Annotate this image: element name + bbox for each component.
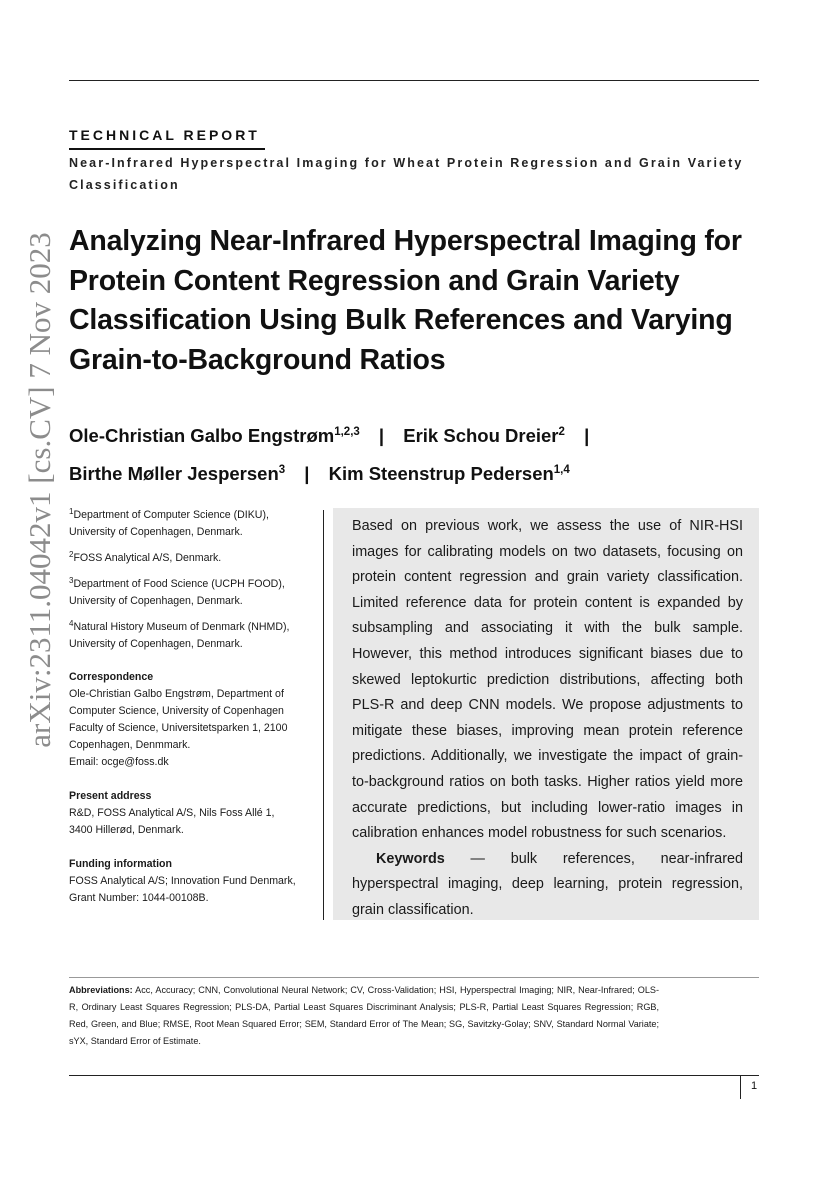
keywords — [352, 847, 743, 924]
sidebar-info — [69, 503, 299, 907]
abbreviations-text: Acc, Accuracy; CNN, Convolutional Neural Network; CV, Cross-Validation; HSI, Hyperspectral Imaging; NIR, Near-Infrared; OLS-R, Ordinary Least Squares Regression; PLS-DA, Partial Least Squares Discriminant Analysis; PLS-R, Partial Least Squares Regression; RGB, Red, Green, and Blue; RMSE, Root Mean Squared Error; SEM, Standard Error of The Mean; SG, Savitzky-Golay; SNV, Standard Normal Variate; sYX, Standard Error of Estimate. — [69, 985, 659, 1046]
author-affiliation-marker: 1,2,3 — [334, 426, 360, 438]
bottom-rule — [69, 1075, 759, 1076]
report-label: TECHNICAL REPORT — [69, 127, 260, 143]
report-label-underline — [69, 148, 265, 150]
affiliation — [69, 546, 299, 567]
funding-text: FOSS Analytical A/S; Innovation Fund Denmark, Grant Number: 1044-00108B. — [69, 875, 296, 904]
author-separator: | — [378, 425, 385, 446]
keywords-label: Keywords — [376, 850, 445, 867]
author-separator: | — [304, 463, 310, 484]
affiliation-number: 1 — [69, 507, 74, 516]
keywords-text: — bulk references, near-infrared hyperspectral imaging, deep learning, protein regression, grain classification. — [352, 850, 743, 918]
correspondence-heading: Correspondence — [69, 671, 154, 683]
author-name: Birthe Møller Jespersen — [69, 463, 279, 484]
top-rule — [69, 80, 759, 81]
affiliation-text: FOSS Analytical A/S, Denmark. — [73, 552, 222, 564]
affiliation-text: Natural History Museum of Denmark (NHMD), University of Copenhagen, Denmark. — [69, 621, 290, 650]
author-affiliation-marker: 3 — [278, 464, 286, 476]
funding-heading: Funding information — [69, 858, 172, 870]
author-affiliation-marker: 1,4 — [553, 464, 570, 476]
affiliation — [69, 572, 299, 610]
abstract-box — [333, 508, 759, 920]
correspondence-email[interactable]: Email: ocge@foss.dk — [69, 756, 169, 768]
author-name: Ole-Christian Galbo Engstrøm — [69, 425, 335, 446]
author-line-2 — [69, 453, 769, 491]
abbreviations — [69, 982, 659, 1050]
affiliation-number: 4 — [69, 619, 74, 628]
affiliation — [69, 615, 299, 653]
author-name: Kim Steenstrup Pedersen — [328, 463, 554, 484]
correspondence-text: Ole-Christian Galbo Engstrøm, Department of Computer Science, University of Copenhagen Faculty of Science, Universitetsparken 1, 2100 Copenhagen, Denmmark. — [69, 688, 288, 751]
affiliation-text: Department of Computer Science (DIKU), University of Copenhagen, Denmark. — [69, 509, 269, 538]
author-affiliation-marker: 2 — [558, 426, 565, 438]
column-divider — [323, 510, 324, 920]
affiliation-number: 3 — [69, 576, 74, 585]
present-address-text: R&D, FOSS Analytical A/S, Nils Foss Allé 1, 3400 Hillerød, Denmark. — [69, 807, 275, 836]
paper-title: Analyzing Near-Infrared Hyperspectral Imaging for Protein Content Regression and Grain Variety Classification Using Bulk References and Varying Grain-to-Background Ratios — [69, 225, 742, 376]
arxiv-stamp[interactable]: arXiv:2311.04042v1 [cs.CV] 7 Nov 2023 — [22, 232, 57, 748]
abbreviations-rule — [69, 977, 759, 978]
author-name: Erik Schou Dreier — [403, 425, 559, 446]
running-title: Near-Infrared Hyperspectral Imaging for Wheat Protein Regression and Grain Variety Classification — [69, 156, 744, 192]
affiliation-text: Department of Food Science (UCPH FOOD), University of Copenhagen, Denmark. — [69, 578, 285, 607]
page-number-divider — [740, 1075, 741, 1099]
abbreviations-label: Abbreviations: — [69, 985, 133, 995]
author-separator: | — [584, 425, 590, 446]
author-line-1 — [69, 415, 769, 453]
present-address-heading: Present address — [69, 790, 152, 802]
author-list — [69, 415, 769, 491]
abstract-text: Based on previous work, we assess the use of NIR-HSI images for calibrating models on two datasets, focusing on protein content regression and grain variety classification. Limited reference data for protein content is expanded by subsampling and associating it with the bulk sample. However, this method introduces significant biases due to skewed leptokurtic prediction distributions, affecting both PLS-R and deep CNN models. We propose adjustments to mitigate these biases, improving mean protein reference predictions. Additionally, we investigate the impact of grain-to-background ratios on both tasks. Higher ratios yield more accurate predictions, but including lower-ratio images in calibration enhances model robustness for such scenarios. — [352, 518, 743, 842]
page-number: 1 — [751, 1080, 758, 1092]
affiliation-number: 2 — [69, 550, 74, 559]
affiliation — [69, 503, 299, 541]
